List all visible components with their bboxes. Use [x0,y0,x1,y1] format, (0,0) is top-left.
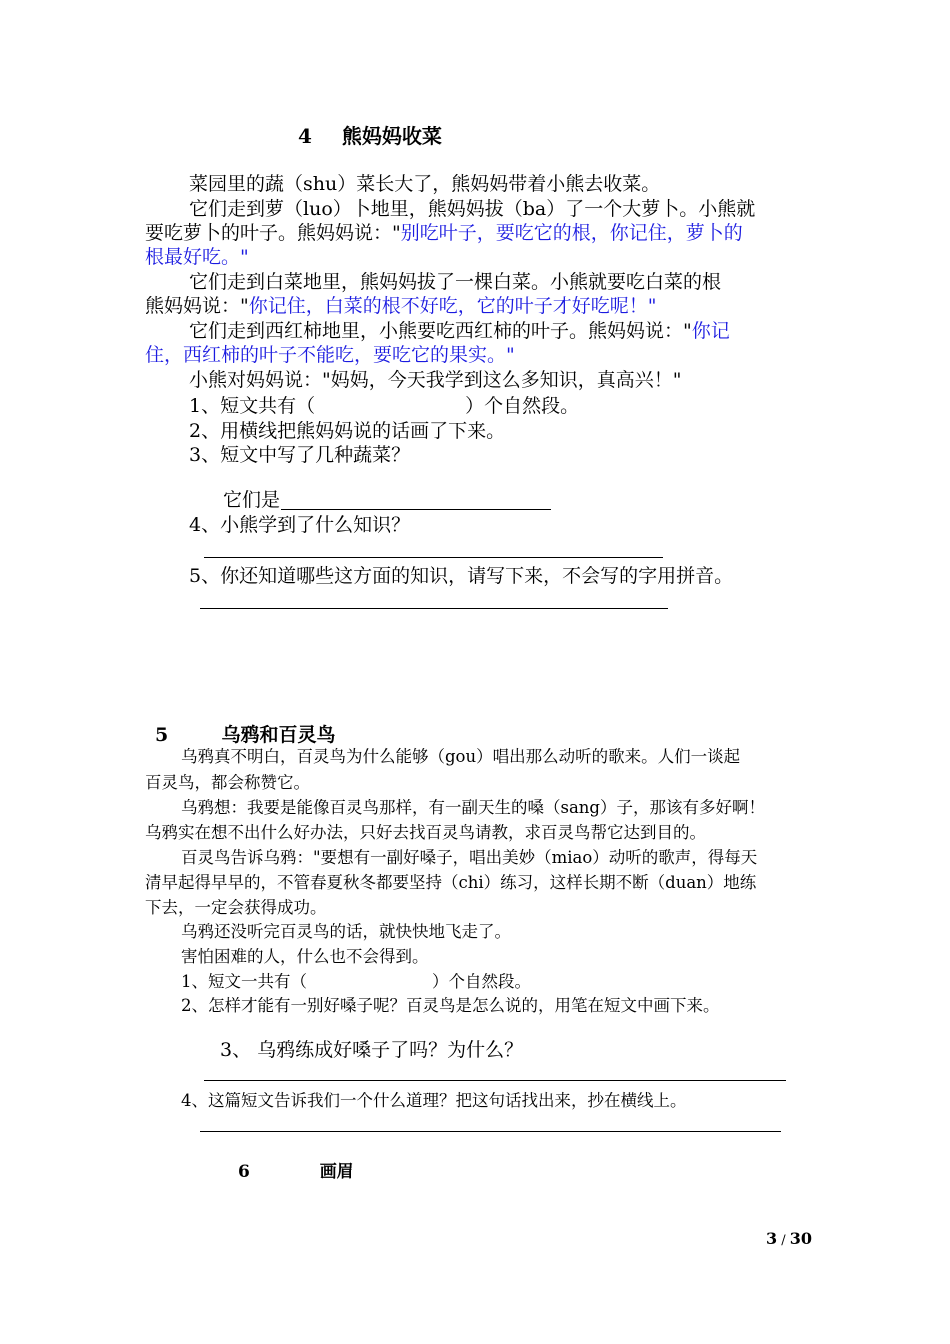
bear-mom-quote-3a: 你记 [691,320,730,342]
s4-question-1: 1、短文共有（ ）个自然段。 [189,395,580,417]
s4-para2-line2: 要吃萝卜的叶子。熊妈妈说："别吃叶子，要吃它的根，你记住，萝卜的 [145,222,743,244]
section6-title-text: 画眉 [319,1162,354,1182]
s5-question-1: 1、短文一共有（ ）个自然段。 [181,972,531,991]
s5-para2-line2: 乌鸦实在想不出什么好办法，只好去找百灵鸟请教，求百灵鸟帮它达到目的。 [145,823,706,842]
s4-para3-line1: 它们走到白菜地里，熊妈妈拔了一棵白菜。小熊就要吃白菜的根 [189,271,722,293]
s4-para5: 小熊对妈妈说："妈妈，今天我学到这么多知识，真高兴！" [189,369,682,391]
section4-title [298,120,442,149]
s5-q3-answer-line[interactable] [204,1080,786,1081]
s5-para4: 乌鸦还没听完百灵鸟的话，就快快地飞走了。 [181,922,511,941]
section4-title-text: 熊妈妈收菜 [341,124,442,148]
bear-mom-quote-2: 你记住，白菜的根不好吃，它的叶子才好吃呢！" [248,295,657,317]
s5-para2-line1: 乌鸦想：我要是能像百灵鸟那样，有一副天生的嗓（sang）子，那该有多好啊！ [181,798,765,817]
s5-para1-line2: 百灵鸟，都会称赞它。 [145,773,310,792]
s4-question-3: 3、短文中写了几种蔬菜？ [189,444,411,466]
s4-para2-line1: 它们走到萝（luo）卜地里，熊妈妈拔（ba）了一个大萝卜。小熊就 [189,198,756,220]
s5-question-2: 2、怎样才能有一别好嗓子呢？百灵鸟是怎么说的，用笔在短文中画下来。 [181,996,720,1015]
s4-para3-line2: 熊妈妈说："你记住，白菜的根不好吃，它的叶子才好吃呢！" [145,295,657,317]
section6-title [238,1157,354,1182]
section5-title-text: 乌鸦和百灵鸟 [221,724,336,746]
page-total: 30 [789,1229,813,1248]
s4-question-4: 4、小熊学到了什么知识？ [189,514,411,536]
s5-para3-line3: 下去，一定会获得成功。 [145,898,327,917]
s4-question-2: 2、用横线把熊妈妈说的话画了下来。 [189,420,506,442]
s4-q5-answer-line[interactable] [200,608,668,609]
s4-q3-answer-label: 它们是 [223,489,281,511]
section4-number: 4 [298,124,312,148]
page-current: 3 [766,1229,778,1248]
bear-mom-quote-1a: 别吃叶子，要吃它的根，你记住，萝卜的 [400,222,743,244]
section5-number: 5 [155,724,169,746]
s5-para1-line1: 乌鸦真不明白，百灵鸟为什么能够（gou）唱出那么动听的歌来。人们一谈起 [181,747,741,766]
s4-para4-line1: 它们走到西红柿地里，小熊要吃西红柿的叶子。熊妈妈说："你记 [189,320,730,342]
s4-q4-answer-line[interactable] [204,557,663,558]
section5-title [155,720,336,747]
s5-para3-line1: 百灵鸟告诉乌鸦："要想有一副好嗓子，唱出美妙（miao）动听的歌声，得每天 [181,848,758,867]
bear-mom-quote-1b: 根最好吃。" [145,246,249,268]
s4-para1: 菜园里的蔬（shu）菜长大了，熊妈妈带着小熊去收菜。 [189,173,661,195]
s4-q3-answer-line[interactable] [281,509,551,510]
page-number: 3 / 30 [766,1229,813,1248]
s5-para3-line2: 清早起得早早的，不管春夏秋冬都要坚持（chi）练习，这样长期不断（duan）地练 [145,873,757,892]
s5-question-3: 3、 乌鸦练成好嗓子了吗？为什么？ [220,1039,524,1061]
s5-para5: 害怕困难的人，什么也不会得到。 [181,947,429,966]
section6-number: 6 [238,1162,250,1182]
bear-mom-quote-3b: 住，西红柿的叶子不能吃，要吃它的果实。" [145,344,515,366]
s5-q4-answer-line[interactable] [200,1131,781,1132]
s4-question-5: 5、你还知道哪些这方面的知识，请写下来，不会写的字用拼音。 [189,565,734,587]
s5-question-4: 4、这篇短文告诉我们一个什么道理？把这句话找出来，抄在横线上。 [181,1091,687,1110]
